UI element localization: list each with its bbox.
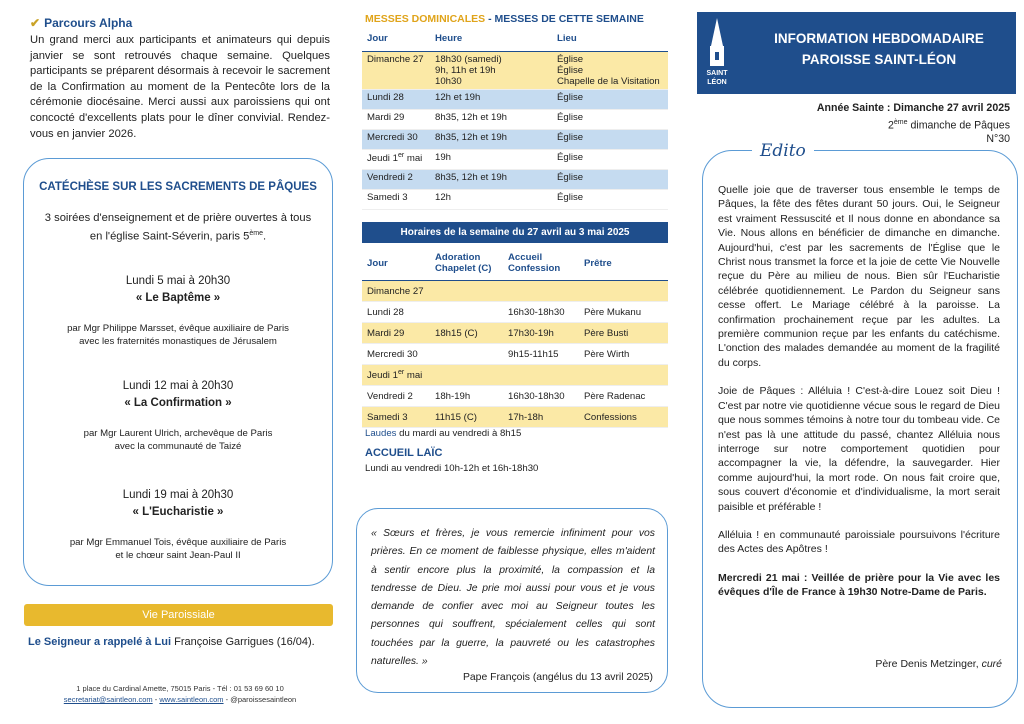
edito-paragraph: Alléluia ! en communauté paroissiale poursuivons l'écriture des Actes des Apôtres !	[718, 528, 1000, 556]
horaire-adoration: 18h-19h	[430, 386, 503, 407]
horaire-pretre: Père Wirth	[579, 344, 668, 365]
banner-line2: PAROISSE SAINT-LÉON	[801, 52, 957, 67]
horaire-row	[362, 365, 668, 386]
messe-jour: Jeudi 1er mai	[362, 150, 430, 170]
event-bapteme	[24, 275, 332, 348]
horaire-accueil: 16h30-18h30	[503, 386, 579, 407]
dimanche-line	[817, 116, 1010, 133]
horaire-jour: Dimanche 27	[362, 281, 430, 302]
messe-jour: Lundi 28	[362, 90, 430, 110]
issue-number: N°30	[986, 132, 1010, 145]
svg-text:SAINT: SAINT	[706, 70, 728, 77]
horaire-pretre	[579, 365, 668, 386]
horaire-adoration	[430, 281, 503, 302]
parcours-alpha-title	[30, 16, 132, 30]
messes-title-b: - MESSES DE CETTE SEMAINE	[485, 13, 644, 25]
event-date: Lundi 19 mai à 20h30	[122, 489, 234, 501]
event-eucharistie	[24, 489, 332, 562]
event-speaker-with: et le chœur saint Jean-Paul II	[115, 550, 241, 561]
event-speaker	[24, 427, 332, 453]
horaire-accueil: 9h15-11h15	[503, 344, 579, 365]
banner-line1: INFORMATION HEBDOMADAIRE	[774, 31, 984, 46]
horaire-jour: Vendredi 2	[362, 386, 430, 407]
messe-row	[362, 170, 668, 190]
messe-lieu: Église	[552, 130, 668, 150]
vie-paroissiale-name: Françoise Garrigues (16/04).	[171, 636, 315, 648]
horaire-jour: Mercredi 30	[362, 344, 430, 365]
messe-lieu: Église	[552, 170, 668, 190]
header-pretre: Prêtre	[584, 257, 612, 269]
messes-title-a: MESSES DOMINICALES	[365, 13, 486, 25]
event-speaker-with: avec la communauté de Taizé	[114, 441, 242, 452]
messes-header-row	[362, 31, 668, 52]
messe-row	[362, 150, 668, 170]
header-lieu: Lieu	[557, 33, 577, 44]
horaire-row	[362, 407, 668, 428]
catechese-title: CATÉCHÈSE SUR LES SACREMENTS DE PÂQUES	[39, 181, 317, 193]
messe-lieu: Église	[552, 90, 668, 110]
messe-heure: 19h	[430, 150, 552, 170]
header-jour: Jour	[367, 257, 388, 269]
horaire-jour: Mardi 29	[362, 323, 430, 344]
footer-address: 1 place du Cardinal Amette, 75015 Paris - Tél : 01 53 69 60 10	[76, 684, 284, 693]
quote-text: « Sœurs et frères, je vous remercie infiniment pour vos prières. En ce moment de faiblesse physique, elles m'aident à sentir encore plus la proximité, la compassion et la tendresse de Dieu. Je prie moi aussi pour vous et je vous demande de confier avec moi au Seigneur toutes les personnes qui souffrent, spécialement celles qui sont touchées par la guerre, la pauvreté ou les catastrophes naturelles. »	[371, 528, 655, 668]
messe-heure: 18h30 (samedi) 9h, 11h et 19h 10h30	[430, 52, 552, 90]
parcours-alpha-text: Un grand merci aux participants et animateurs qui depuis janvier se sont retrouvés chaque semaine. Quelques participants se préparent désormais à recevoir le sacrement de la Confirmation au moment de la Pentecôte lors de la cérémonie diocésaine. Merci aussi aux paroissiens qui ont concocté d'excellents plats pour le dîner convivial. Rendez-vous en janvier 2026.	[30, 34, 330, 140]
horaire-accueil: 17h30-19h	[503, 323, 579, 344]
church-logo-icon	[700, 16, 734, 90]
edito-paragraph: Joie de Pâques : Alléluia ! C'est-à-dire Louez soit Dieu ! C'est par notre vie quotidienne vécue sous le regard de Dieu que nous sommes témoins à notre tour du tombeau vide. Ce n'est pas là une attitude du passé, chantez Alléluia nous interroge sur notre comportement quotidien pour accompagner la vie, la défendre, la sauvegarder. Hier comme aujourd'hui, la mort rode. On nous fait croire que, sous couvert d'économie et d'individualisme, la mort serait paisible et préférable !	[718, 385, 1000, 513]
accueil-text: Lundi au vendredi 10h-12h et 16h-18h30	[365, 463, 539, 474]
dimanche-num: 2	[887, 119, 894, 132]
banner-title	[743, 28, 1015, 70]
footer-social: - @paroissesaintleon	[223, 695, 297, 704]
footer-email-link[interactable]: secretariat@saintleon.com	[63, 695, 153, 704]
signature	[875, 658, 1002, 670]
messe-jour: Vendredi 2	[362, 170, 430, 190]
vie-paroissiale-bar: Vie Paroissiale	[24, 604, 333, 626]
messe-jour: Samedi 3	[362, 190, 430, 210]
edito-text	[718, 183, 1000, 614]
horaire-adoration	[430, 365, 503, 386]
messe-lieu: Église	[552, 190, 668, 210]
dimanche-sup: ème	[893, 118, 908, 126]
horaire-row	[362, 344, 668, 365]
horaire-pretre: Père Busti	[579, 323, 668, 344]
event-speaker	[24, 322, 332, 348]
event-date: Lundi 12 mai à 20h30	[122, 380, 234, 392]
messe-heure: 8h35, 12h et 19h	[430, 130, 552, 150]
catechese-intro	[42, 211, 314, 245]
horaire-adoration	[430, 302, 503, 323]
vie-paroissiale-text	[28, 636, 315, 648]
signature-role: curé	[981, 658, 1002, 670]
messe-row	[362, 190, 668, 210]
horaires-table	[362, 246, 668, 428]
horaire-jour: Jeudi 1er mai	[362, 365, 430, 386]
messe-jour: Dimanche 27	[362, 52, 430, 90]
horaire-pretre	[579, 281, 668, 302]
horaire-adoration: 11h15 (C)	[430, 407, 503, 428]
event-speaker-name: par Mgr Emmanuel Tois, évêque auxiliaire de Paris	[69, 537, 287, 548]
messe-heure: 12h	[430, 190, 552, 210]
messe-lieu: Église Église Chapelle de la Visitation	[552, 52, 668, 90]
horaire-row	[362, 386, 668, 407]
dimanche-rest: dimanche de Pâques	[907, 119, 1010, 132]
footer-website-link[interactable]: www.saintleon.com	[159, 695, 224, 704]
horaire-accueil: 16h30-18h30	[503, 302, 579, 323]
check-icon: ✔	[30, 16, 41, 30]
horaire-row	[362, 302, 668, 323]
event-confirmation	[24, 380, 332, 453]
messes-table	[362, 31, 668, 210]
parcours-alpha-title-text: Parcours Alpha	[44, 16, 133, 30]
messe-jour: Mercredi 30	[362, 130, 430, 150]
laudes-label: Laudes	[365, 428, 397, 439]
horaire-row	[362, 281, 668, 302]
horaire-adoration	[430, 344, 503, 365]
header-heure: Heure	[435, 33, 463, 44]
edito-paragraph: Quelle joie que de traverser tous ensemble le temps de Pâques, la fête des fêtes durant 50 jours. Oui, le Seigneur est vraiment Ressuscité et Il nous donne en abondance sa Vie. Nous allons en bénéficier de dimanche en dimanche. Aujourd'hui, c'est par les sacrements de l'Église que le Christ nous transmet la force et la joie de cette Vie Nouvelle reçue du Père au milieu de nous. Bien sûr l'Eucharistie célébrée quotidiennement. Le Pardon du Seigneur sans cesse offert. Le Mariage célébré à la paroisse. La confirmation prochainement reçue par les adultes. La première communion reçue par les enfants du catéchisme. L'onction des malades demandée au moment de la fragilité du corps.	[718, 184, 1000, 369]
horaire-adoration: 18h15 (C)	[430, 323, 503, 344]
horaire-pretre: Confessions	[579, 407, 668, 428]
event-speaker-name: par Mgr Philippe Marsset, évêque auxiliaire de Paris	[67, 323, 289, 334]
laudes-line	[365, 428, 521, 439]
messe-row	[362, 90, 668, 110]
edito-announcement: Mercredi 21 mai : Veillée de prière pour la Vie avec les évêques d'Île de France à 19h30 Notre-Dame de Paris.	[718, 571, 1000, 599]
laudes-text: du mardi au vendredi à 8h15	[396, 428, 522, 439]
edito-title: Edito	[752, 141, 814, 161]
header-accueil: Accueil Confession	[508, 252, 561, 274]
horaire-pretre: Père Radenac	[579, 386, 668, 407]
event-speaker-name: par Mgr Laurent Ulrich, archevêque de Paris	[83, 428, 273, 439]
svg-text:LÉON: LÉON	[707, 79, 727, 86]
messe-row	[362, 110, 668, 130]
messe-row	[362, 130, 668, 150]
messe-heure: 12h et 19h	[430, 90, 552, 110]
horaires-title: Horaires de la semaine du 27 avril au 3 mai 2025	[362, 222, 668, 243]
quote-source: Pape François (angélus du 13 avril 2025)	[462, 672, 653, 683]
event-title: « Le Baptême »	[135, 292, 221, 304]
event-speaker-with: avec les fraternités monastiques de Jérusalem	[79, 336, 277, 347]
catechese-intro-text: 3 soirées d'enseignement et de prière ouvertes à tous en l'église Saint-Séverin, paris 5	[44, 212, 312, 243]
header-jour: Jour	[367, 33, 388, 44]
catechese-intro-sup: ème	[249, 230, 263, 237]
horaire-accueil: 17h-18h	[503, 407, 579, 428]
annee-sainte: Année Sainte : Dimanche 27 avril 2025	[816, 102, 1010, 114]
footer-contacts	[30, 694, 330, 705]
messe-lieu: Église	[552, 150, 668, 170]
messe-jour: Mardi 29	[362, 110, 430, 130]
quote-box	[356, 508, 668, 693]
horaires-header-row	[362, 246, 668, 281]
signature-name: Père Denis Metzinger,	[875, 658, 982, 670]
event-title: « L'Eucharistie »	[132, 506, 224, 518]
footer	[30, 683, 330, 705]
issue-meta	[817, 102, 1010, 146]
messe-lieu: Église	[552, 110, 668, 130]
horaire-row	[362, 323, 668, 344]
messe-heure: 8h35, 12h et 19h	[430, 110, 552, 130]
messes-title	[365, 13, 644, 25]
messe-row	[362, 52, 668, 90]
messe-heure: 8h35, 12h et 19h	[430, 170, 552, 190]
horaire-accueil	[503, 281, 579, 302]
vie-paroissiale-highlight: Le Seigneur a rappelé à Lui	[28, 636, 172, 648]
horaire-jour: Lundi 28	[362, 302, 430, 323]
header-adoration: Adoration Chapelet (C)	[435, 252, 492, 274]
event-date: Lundi 5 mai à 20h30	[125, 275, 231, 287]
event-title: « La Confirmation »	[124, 397, 232, 409]
catechese-intro-end: .	[262, 230, 267, 243]
horaire-jour: Samedi 3	[362, 407, 430, 428]
accueil-title: ACCUEIL LAÏC	[365, 447, 443, 459]
footer-separator: -	[152, 695, 160, 704]
event-speaker	[24, 536, 332, 562]
horaire-pretre: Père Mukanu	[579, 302, 668, 323]
catechese-box	[23, 158, 333, 586]
horaire-accueil	[503, 365, 579, 386]
